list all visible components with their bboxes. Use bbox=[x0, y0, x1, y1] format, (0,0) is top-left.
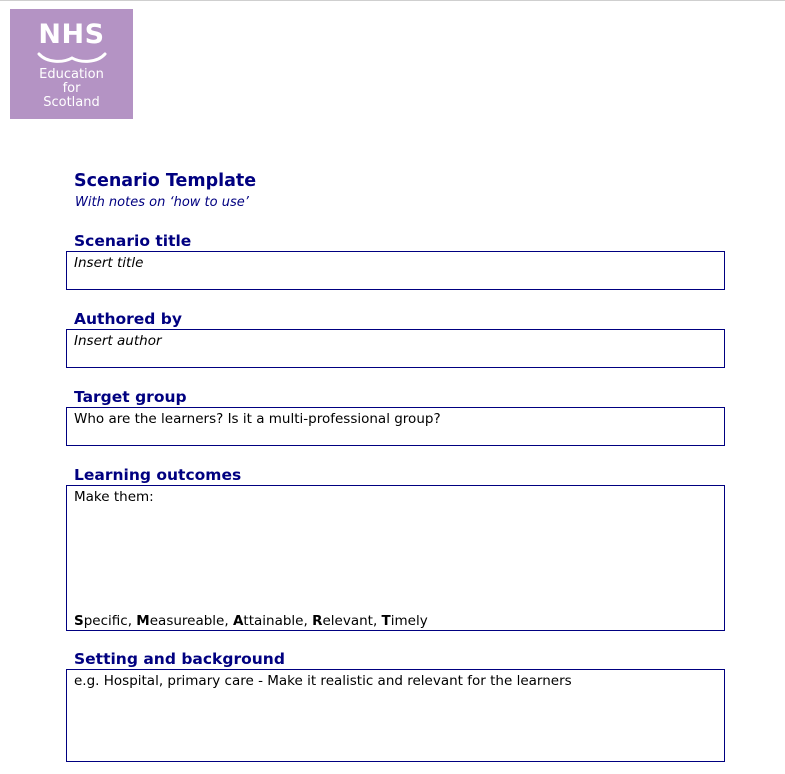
smart-rest-t: imely bbox=[390, 613, 428, 629]
learning-outcomes-intro: Make them: bbox=[74, 489, 154, 505]
smart-criteria bbox=[74, 613, 428, 629]
smart-rest-s: pecific, bbox=[83, 613, 137, 629]
smart-rest-m: easureable, bbox=[149, 613, 233, 629]
section-heading-target-group: Target group bbox=[74, 388, 187, 406]
smart-letter-s: S bbox=[74, 613, 84, 629]
logo-swoosh-icon bbox=[37, 51, 107, 65]
logo-brand: NHS bbox=[38, 19, 105, 50]
section-heading-authored-by: Authored by bbox=[74, 310, 182, 328]
document-subtitle: With notes on ‘how to use’ bbox=[75, 195, 249, 210]
section-heading-learning-outcomes: Learning outcomes bbox=[74, 466, 242, 484]
smart-letter-m: M bbox=[136, 613, 150, 629]
setting-background-field[interactable]: e.g. Hospital, primary care - Make it realistic and relevant for the learners bbox=[66, 669, 725, 762]
section-heading-setting-background: Setting and background bbox=[74, 650, 285, 668]
smart-letter-r: R bbox=[312, 613, 323, 629]
smart-rest-r: elevant, bbox=[322, 613, 382, 629]
logo-line-for: for bbox=[62, 81, 81, 96]
logo-line-scotland: Scotland bbox=[43, 95, 100, 110]
logo-line-education: Education bbox=[39, 67, 104, 82]
section-heading-scenario-title: Scenario title bbox=[74, 232, 192, 250]
scenario-title-field[interactable]: Insert title bbox=[66, 251, 725, 290]
smart-rest-a: ttainable, bbox=[243, 613, 313, 629]
document-title: Scenario Template bbox=[74, 171, 257, 191]
learning-outcomes-field[interactable] bbox=[66, 485, 725, 631]
target-group-field[interactable]: Who are the learners? Is it a multi-professional group? bbox=[66, 407, 725, 446]
authored-by-field[interactable]: Insert author bbox=[66, 329, 725, 368]
smart-letter-a: A bbox=[232, 613, 244, 629]
smart-letter-t: T bbox=[381, 613, 391, 629]
nhs-education-scotland-logo bbox=[10, 9, 133, 119]
